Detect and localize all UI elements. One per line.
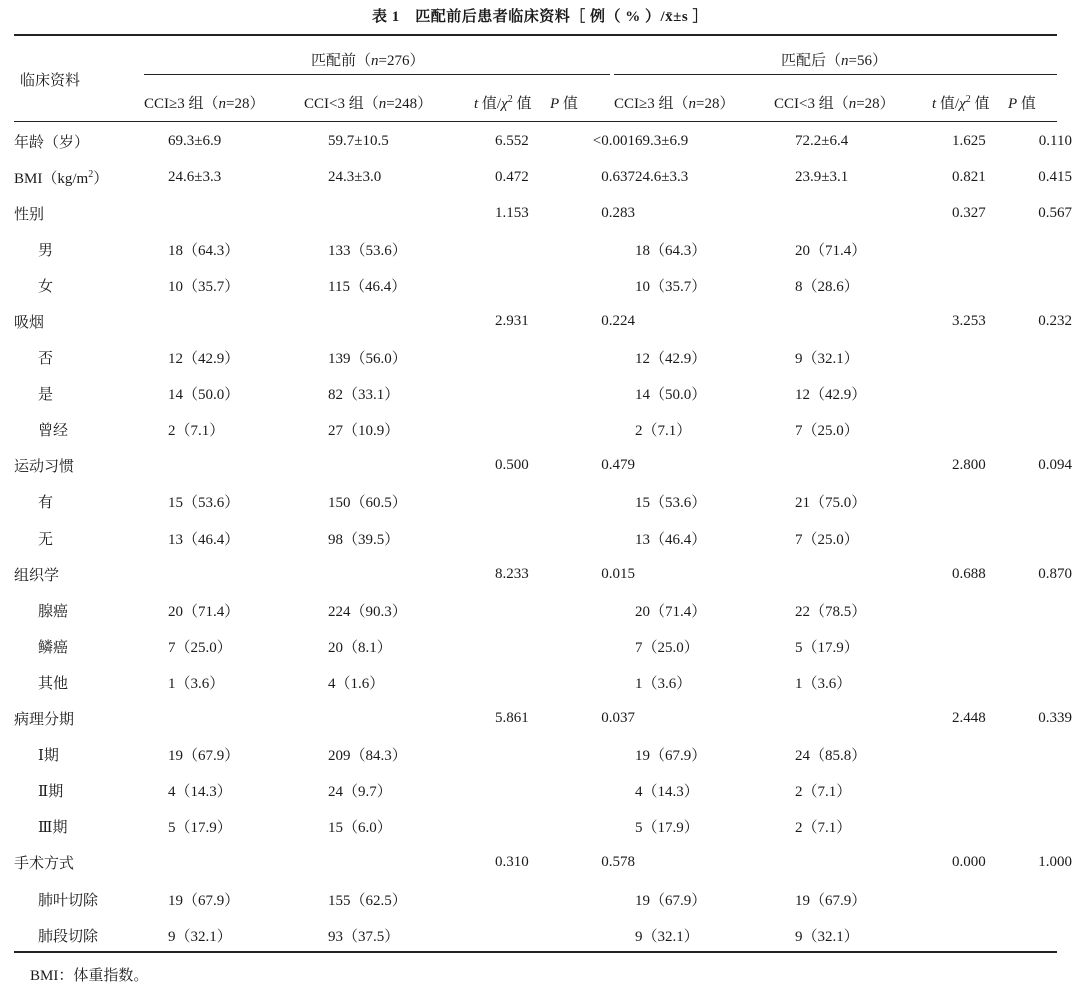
table-cell: 0.110 [1038, 132, 1072, 149]
row-label: 运动习惯 [14, 459, 75, 476]
table-cell [565, 412, 635, 448]
table-row [14, 701, 1072, 737]
table-cell: 15（53.6） [168, 495, 240, 512]
table-cell: 0.224 [601, 313, 635, 330]
table-cell [565, 592, 635, 628]
table-cell: 5（17.9） [168, 820, 232, 837]
table-cell [565, 484, 635, 520]
table-cell: 5（17.9） [795, 639, 859, 656]
table-cell: 15（53.6） [635, 495, 707, 512]
table-cell [635, 195, 795, 231]
table-cell: 9（32.1） [635, 928, 699, 945]
table-cell [795, 448, 952, 484]
table-cell [795, 556, 952, 592]
table-cell: 12（42.9） [635, 351, 707, 368]
table-cell [168, 195, 328, 231]
header-col-after-p: P 值 [1008, 96, 1036, 112]
table-row [14, 123, 1072, 159]
row-label: 男 [38, 242, 54, 259]
header-before-group: 匹配前（n=276） [311, 53, 425, 69]
row-label: 曾经 [38, 423, 69, 440]
table-cell: 24.6±3.3 [635, 168, 689, 185]
table-cell: 9（32.1） [795, 928, 859, 945]
table-cell: 6.552 [495, 132, 529, 149]
header-after-group: 匹配后（n=56） [781, 53, 887, 69]
table-cell: 7（25.0） [168, 639, 232, 656]
table-cell: 1（3.6） [168, 675, 225, 692]
table-cell [635, 701, 795, 737]
table-cell: 9（32.1） [795, 351, 859, 368]
table-cell: 7（25.0） [635, 639, 699, 656]
table-cell [495, 520, 565, 556]
table-cell: 24.6±3.3 [168, 168, 222, 185]
table-cell [495, 917, 565, 953]
table-row [14, 556, 1072, 592]
table-cell: 224（90.3） [328, 603, 407, 620]
table-cell [1022, 773, 1072, 809]
row-label: 吸烟 [14, 315, 45, 332]
table-cell: 150（60.5） [328, 495, 407, 512]
table-cell: 133（53.6） [328, 242, 407, 259]
table-cell: 18（64.3） [168, 242, 240, 259]
table-cell [565, 520, 635, 556]
table-cell [952, 628, 1022, 664]
clinical-data-table [14, 123, 1072, 953]
table-cell: 98（39.5） [328, 531, 400, 548]
table-cell: 20（71.4） [168, 603, 240, 620]
table-cell: 0.637 [601, 168, 635, 185]
table-cell [495, 592, 565, 628]
table-row [14, 809, 1072, 845]
row-label: 年龄（岁） [14, 134, 90, 151]
table-cell: 19（67.9） [795, 892, 867, 909]
table-cell: 19（67.9） [168, 892, 240, 909]
table-cell [168, 556, 328, 592]
table-cell [1022, 231, 1072, 267]
row-label: 是 [38, 387, 54, 404]
table-cell [495, 231, 565, 267]
table-cell [168, 303, 328, 339]
table-cell: 69.3±6.9 [635, 132, 689, 149]
table-cell [952, 484, 1022, 520]
table-cell: 24.3±3.0 [328, 168, 382, 185]
table-cell [328, 556, 495, 592]
table-cell [495, 484, 565, 520]
table-row [14, 737, 1072, 773]
table-row [14, 412, 1072, 448]
table-cell [328, 701, 495, 737]
table-cell [565, 340, 635, 376]
table-cell: 12（42.9） [795, 387, 867, 404]
table-cell: 0.415 [1038, 168, 1072, 185]
table-cell [635, 303, 795, 339]
table-cell: 4（14.3） [168, 784, 232, 801]
table-cell: 1.153 [495, 204, 529, 221]
table-cell: 2.931 [495, 313, 529, 330]
table-cell: 10（35.7） [635, 278, 707, 295]
table-cell [1022, 484, 1072, 520]
table-cell [565, 737, 635, 773]
table-cell [565, 231, 635, 267]
table-cell [565, 664, 635, 700]
row-label: 组织学 [14, 567, 60, 584]
table-cell [565, 917, 635, 953]
table-cell [328, 303, 495, 339]
row-label: $BMI(kg/m^2)$ [14, 168, 109, 187]
table-cell [495, 376, 565, 412]
table-cell [952, 773, 1022, 809]
table-cell [952, 809, 1022, 845]
table-cell [635, 556, 795, 592]
table-cell [952, 917, 1022, 953]
header-col-before-cci-low: CCI<3 组（n=248） [304, 96, 433, 112]
table-cell: 0.232 [1038, 313, 1072, 330]
row-label: Ⅰ期 [38, 748, 59, 765]
table-row [14, 448, 1072, 484]
table-cell [635, 845, 795, 881]
table-cell [495, 809, 565, 845]
table-cell [952, 592, 1022, 628]
table-row [14, 484, 1072, 520]
row-label: 女 [38, 278, 54, 295]
row-label: 否 [38, 351, 54, 368]
table-cell [565, 881, 635, 917]
table-cell: 13（46.4） [168, 531, 240, 548]
table-cell: 22（78.5） [795, 603, 867, 620]
table-cell [952, 664, 1022, 700]
table-cell: 1.000 [1038, 854, 1072, 871]
header-rule [14, 121, 1057, 122]
table-cell: 24（85.8） [795, 748, 867, 765]
table-cell [1022, 340, 1072, 376]
table-cell: 2（7.1） [635, 423, 692, 440]
table-cell [565, 376, 635, 412]
table-cell: 0.567 [1038, 204, 1072, 221]
table-cell [565, 628, 635, 664]
table-cell: 20（8.1） [328, 639, 392, 656]
table-cell [1022, 809, 1072, 845]
table-row [14, 340, 1072, 376]
table-cell: 14（50.0） [168, 387, 240, 404]
row-label: 腺癌 [38, 603, 69, 620]
table-body [14, 123, 1072, 953]
table-cell: 1（3.6） [635, 675, 692, 692]
table-cell: 20（71.4） [795, 242, 867, 259]
row-label: 鳞癌 [38, 639, 69, 656]
table-cell [952, 881, 1022, 917]
table-cell [1022, 737, 1072, 773]
table-row [14, 917, 1072, 953]
row-label: 肺段切除 [38, 928, 99, 945]
after-group-rule [614, 74, 1057, 75]
table-cell: 18（64.3） [635, 242, 707, 259]
table-cell [952, 412, 1022, 448]
table-cell [328, 845, 495, 881]
table-cell [952, 267, 1022, 303]
table-cell: 1.625 [952, 132, 986, 149]
table-cell: 0.015 [601, 565, 635, 582]
table-row [14, 267, 1072, 303]
table-row [14, 195, 1072, 231]
table-cell: 59.7±10.5 [328, 132, 389, 149]
table-cell: 209（84.3） [328, 748, 407, 765]
header-col-before-cci-high: CCI≥3 组（n=28） [144, 96, 265, 112]
table-cell: 23.9±3.1 [795, 168, 849, 185]
bottom-rule [14, 951, 1057, 953]
table-cell [495, 340, 565, 376]
table-cell [495, 628, 565, 664]
table-cell [495, 881, 565, 917]
table-cell: 2.800 [952, 457, 986, 474]
table-cell [1022, 412, 1072, 448]
table-title: 表 1 匹配前后患者临床资料［ 例（ % ）/x̄±s ］ [372, 9, 708, 25]
row-label: Ⅱ期 [38, 784, 64, 801]
table-cell: 2（7.1） [168, 423, 225, 440]
table-cell: 8.233 [495, 565, 529, 582]
table-cell [952, 231, 1022, 267]
table-cell [1022, 664, 1072, 700]
table-cell: 0.037 [601, 710, 635, 727]
table-row [14, 303, 1072, 339]
table-cell: 0.870 [1038, 565, 1072, 582]
header-col-before-stat: t 值$/\chi^2$ 值 [474, 94, 532, 112]
table-cell: 19（67.9） [168, 748, 240, 765]
table-cell [168, 448, 328, 484]
table-cell: 93（37.5） [328, 928, 400, 945]
table-cell: 7（25.0） [795, 423, 859, 440]
table-cell: 20（71.4） [635, 603, 707, 620]
table-cell [495, 773, 565, 809]
table-cell [495, 737, 565, 773]
header-col-before-p: P 值 [550, 96, 578, 112]
table-cell [1022, 592, 1072, 628]
table-cell [952, 520, 1022, 556]
row-label: 肺叶切除 [38, 892, 99, 909]
row-label: Ⅲ期 [38, 820, 68, 837]
table-cell: 8（28.6） [795, 278, 859, 295]
table-cell [495, 664, 565, 700]
table-cell [795, 303, 952, 339]
table-cell: 12（42.9） [168, 351, 240, 368]
table-cell: 19（67.9） [635, 748, 707, 765]
table-cell [1022, 267, 1072, 303]
table-cell [795, 195, 952, 231]
table-cell: 4（1.6） [328, 675, 385, 692]
table-cell: 0.283 [601, 204, 635, 221]
table-cell: <0.001 [592, 132, 635, 149]
top-rule [14, 34, 1057, 36]
table-row [14, 773, 1072, 809]
table-cell: 27（10.9） [328, 423, 400, 440]
table-cell: 0.339 [1038, 710, 1072, 727]
row-label: 无 [38, 531, 54, 548]
table-cell: 115（46.4） [328, 278, 407, 295]
table-cell [495, 412, 565, 448]
table-cell [328, 195, 495, 231]
table-cell: 5.861 [495, 710, 529, 727]
table-cell [565, 773, 635, 809]
header-col-after-cci-high: CCI≥3 组（n=28） [614, 96, 735, 112]
table-cell: 139（56.0） [328, 351, 407, 368]
table-footnote: BMI：体重指数。 [30, 968, 149, 984]
table-cell [952, 340, 1022, 376]
table-cell: 24（9.7） [328, 784, 392, 801]
table-cell [565, 809, 635, 845]
table-cell: 7（25.0） [795, 531, 859, 548]
table-cell [168, 845, 328, 881]
table-cell: 72.2±6.4 [795, 132, 849, 149]
table-row [14, 881, 1072, 917]
row-label: 其他 [38, 675, 69, 692]
table-cell: 69.3±6.9 [168, 132, 222, 149]
table-cell: 19（67.9） [635, 892, 707, 909]
header-col-after-stat: t 值$/\chi^2$ 值 [932, 94, 990, 112]
table-row [14, 628, 1072, 664]
table-row [14, 231, 1072, 267]
table-cell [952, 737, 1022, 773]
table-cell [635, 448, 795, 484]
header-col-after-cci-low: CCI<3 组（n=28） [774, 96, 895, 112]
table-cell: 0.472 [495, 168, 529, 185]
table-cell: 15（6.0） [328, 820, 392, 837]
table-cell [795, 845, 952, 881]
table-cell: 82（33.1） [328, 387, 400, 404]
table-cell: 0.479 [601, 457, 635, 474]
table-cell [795, 701, 952, 737]
table-row [14, 520, 1072, 556]
table-cell: 0.688 [952, 565, 986, 582]
table-cell: 2（7.1） [795, 784, 852, 801]
table-row [14, 845, 1072, 881]
table-cell: 21（75.0） [795, 495, 867, 512]
table-cell: 155（62.5） [328, 892, 407, 909]
table-row [14, 376, 1072, 412]
table-cell [1022, 881, 1072, 917]
table-cell: 5（17.9） [635, 820, 699, 837]
before-group-rule [144, 74, 610, 75]
table-cell: 13（46.4） [635, 531, 707, 548]
table-cell: 2（7.1） [795, 820, 852, 837]
row-label: 有 [38, 495, 54, 512]
row-label: 手术方式 [14, 856, 75, 873]
table-cell: 0.094 [1038, 457, 1072, 474]
table-cell: 0.578 [601, 854, 635, 871]
table-cell: 14（50.0） [635, 387, 707, 404]
table-row [14, 159, 1072, 195]
table-cell [328, 448, 495, 484]
table-cell [168, 701, 328, 737]
row-label: 病理分期 [14, 712, 75, 729]
table-cell: 0.327 [952, 204, 986, 221]
table-row [14, 664, 1072, 700]
table-cell: 0.500 [495, 457, 529, 474]
table-cell [1022, 917, 1072, 953]
table-cell [565, 267, 635, 303]
table-cell: 3.253 [952, 313, 986, 330]
table-cell [495, 267, 565, 303]
table-cell [1022, 628, 1072, 664]
table-cell: 0.310 [495, 854, 529, 871]
header-row-label: 临床资料 [20, 73, 81, 89]
table-cell: 0.000 [952, 854, 986, 871]
table-cell: 4（14.3） [635, 784, 699, 801]
table-cell: 1（3.6） [795, 675, 852, 692]
table-cell [1022, 520, 1072, 556]
table-cell: 0.821 [952, 168, 986, 185]
table-row [14, 592, 1072, 628]
table-cell: 10（35.7） [168, 278, 240, 295]
table-cell: 9（32.1） [168, 928, 232, 945]
row-label: 性别 [14, 206, 45, 223]
table-cell: 2.448 [952, 710, 986, 727]
table-cell [952, 376, 1022, 412]
table-cell [1022, 376, 1072, 412]
